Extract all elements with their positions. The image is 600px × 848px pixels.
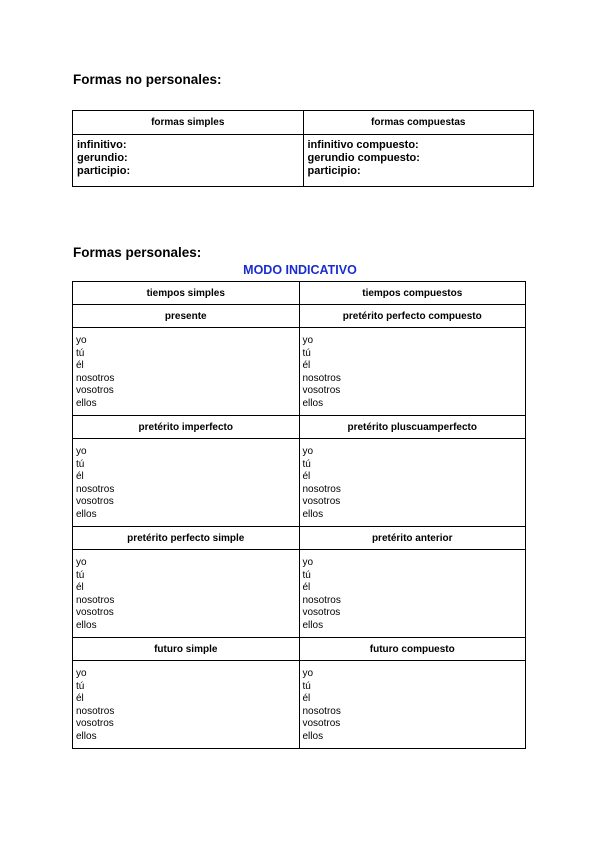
pronoun: yo	[76, 557, 87, 568]
list-item: participio:	[307, 165, 361, 177]
list-item: infinitivo compuesto:	[307, 139, 419, 151]
col-formas-compuestas: formas compuestas	[303, 111, 534, 135]
pronoun: ellos	[76, 397, 97, 409]
pronoun: él	[76, 360, 84, 372]
formas-compuestas-cell	[303, 135, 534, 187]
pronoun: yo	[302, 668, 314, 679]
col-formas-simples: formas simples	[73, 111, 304, 135]
pronoun: él	[302, 360, 311, 372]
tense-name-row	[73, 527, 526, 550]
pronoun: vosotros	[302, 496, 341, 508]
pronoun: nosotros	[76, 372, 115, 384]
pronoun: él	[76, 471, 84, 483]
tense-name-row	[73, 638, 526, 661]
tense-name-row	[73, 305, 526, 328]
conjugation-cell-compuesto	[299, 661, 526, 749]
pronoun: ellos	[76, 730, 97, 742]
pronoun: vosotros	[76, 718, 114, 730]
pronoun: vosotros	[302, 718, 341, 730]
indicativo-table	[72, 281, 526, 749]
pronoun: él	[302, 582, 311, 594]
conjugation-cell-simple	[73, 661, 300, 749]
pronoun: ellos	[302, 730, 324, 742]
conjugation-cell-simple	[73, 550, 300, 638]
tense-simple-name: futuro simple	[73, 638, 300, 661]
pronoun: yo	[76, 335, 87, 346]
pronoun: nosotros	[76, 705, 115, 717]
pronoun: ellos	[76, 619, 97, 631]
pronoun: él	[76, 582, 84, 594]
conjugation-cell-compuesto	[299, 550, 526, 638]
pronoun: él	[302, 471, 311, 483]
conjugation-cell-compuesto	[299, 328, 526, 416]
conjugation-row	[73, 661, 526, 749]
tense-compuesto-name: pretérito pluscuamperfecto	[299, 416, 526, 439]
tense-name-row	[73, 416, 526, 439]
conjugation-row	[73, 439, 526, 527]
tense-simple-name: pretérito perfecto simple	[73, 527, 300, 550]
pronoun: vosotros	[76, 607, 114, 619]
pronoun: ellos	[302, 619, 324, 631]
conjugation-cell-simple	[73, 328, 300, 416]
pronoun: nosotros	[302, 483, 341, 495]
pronoun: yo	[302, 557, 314, 568]
col-tiempos-simples: tiempos simples	[73, 282, 300, 305]
pronoun: yo	[302, 335, 314, 346]
pronoun: nosotros	[76, 594, 115, 606]
pronoun: vosotros	[76, 385, 114, 397]
formas-simples-cell	[73, 135, 304, 187]
pronoun: nosotros	[302, 594, 341, 606]
conjugation-row	[73, 328, 526, 416]
list-item: infinitivo:	[77, 139, 127, 151]
list-item: gerundio:	[77, 152, 128, 164]
conjugation-cell-simple	[73, 439, 300, 527]
table-header-row	[73, 282, 526, 305]
tense-compuesto-name: futuro compuesto	[299, 638, 526, 661]
pronoun: tú	[302, 680, 311, 692]
tense-simple-name: presente	[73, 305, 300, 328]
pronoun: nosotros	[76, 483, 115, 495]
pronoun: vosotros	[302, 607, 341, 619]
mode-title: MODO INDICATIVO	[243, 263, 357, 277]
pronoun: yo	[76, 668, 87, 679]
pronoun: yo	[76, 446, 87, 457]
pronoun: nosotros	[302, 372, 341, 384]
pronoun: yo	[302, 446, 314, 457]
conjugation-row	[73, 550, 526, 638]
pronoun: él	[302, 693, 311, 705]
tense-simple-name: pretérito imperfecto	[73, 416, 300, 439]
tense-compuesto-name: pretérito anterior	[299, 527, 526, 550]
pronoun: tú	[76, 347, 85, 359]
conjugation-cell-compuesto	[299, 439, 526, 527]
tense-compuesto-name: pretérito perfecto compuesto	[299, 305, 526, 328]
pronoun: tú	[76, 458, 85, 470]
pronoun: ellos	[76, 508, 97, 520]
col-tiempos-compuestos: tiempos compuestos	[299, 282, 526, 305]
pronoun: ellos	[302, 508, 324, 520]
pronoun: nosotros	[302, 705, 341, 717]
pronoun: vosotros	[76, 496, 114, 508]
pronoun: tú	[302, 347, 311, 359]
no-personales-table	[72, 110, 534, 187]
no-personales-heading: Formas no personales:	[73, 72, 222, 87]
pronoun: él	[76, 693, 84, 705]
pronoun: vosotros	[302, 385, 341, 397]
list-item: participio:	[77, 165, 131, 177]
pronoun: tú	[76, 680, 85, 692]
personales-heading: Formas personales:	[73, 245, 202, 260]
pronoun: tú	[302, 569, 311, 581]
pronoun: ellos	[302, 397, 324, 409]
pronoun: tú	[302, 458, 311, 470]
list-item: gerundio compuesto:	[307, 152, 420, 164]
pronoun: tú	[76, 569, 85, 581]
